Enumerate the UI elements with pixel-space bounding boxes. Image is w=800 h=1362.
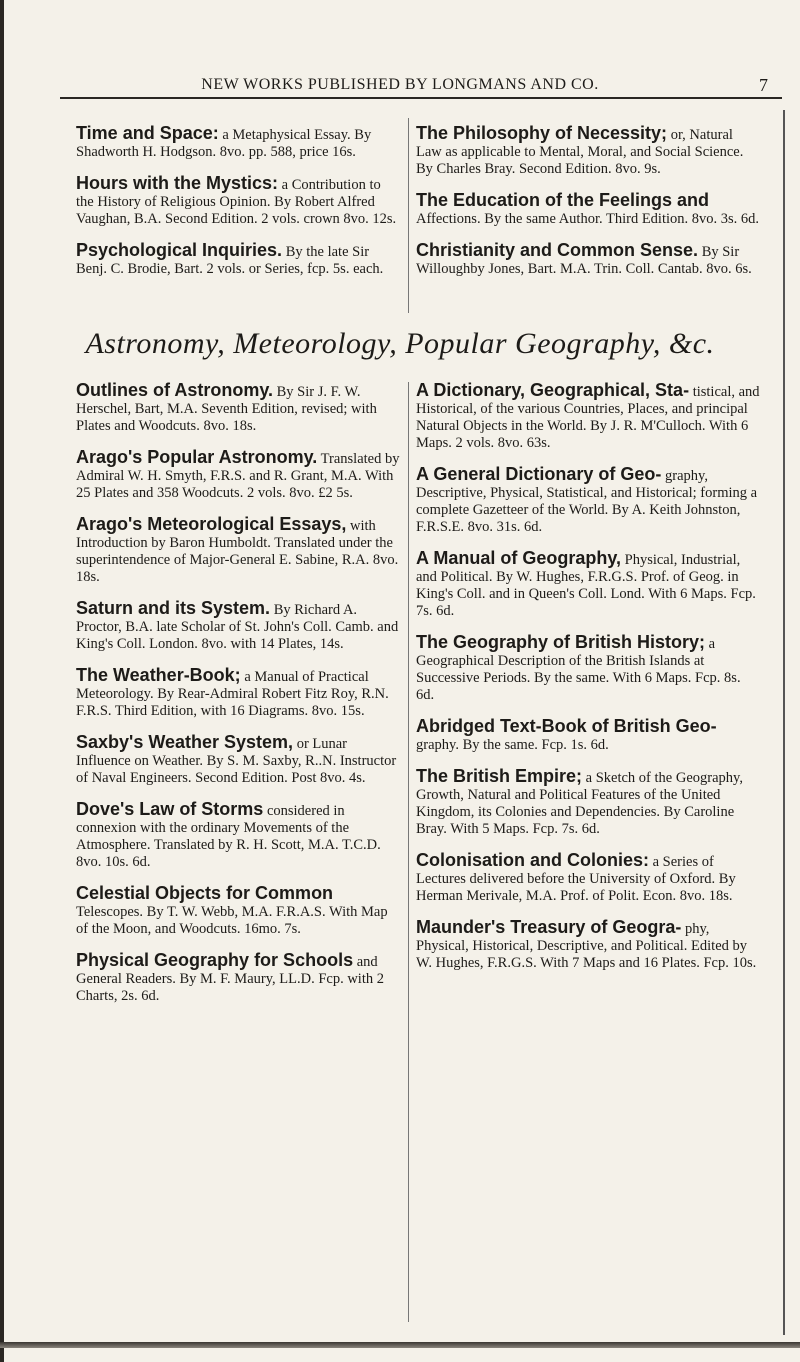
book-entry [76,883,401,938]
book-subtitle: and General Readers. [76,954,378,987]
book-entry [416,240,761,278]
book-subtitle: a Manual of Practical Meteorology. [76,669,369,702]
book-entry [76,173,401,228]
book-details: By Robert Alfred Vaughan, B.A. Second Edition. 2 vols. crown 8vo. 12s. [76,194,397,227]
book-subtitle: a Sketch of the Geography, Growth, Natural and Political Features of the United Kingdom, its Colonies and Dependencies. [416,770,743,820]
book-details: with Introduction by Baron Humboldt. Translated under the superintendence of Major-General E. Sabine, R.A. 8vo. 18s. [76,518,399,585]
book-details: Translated by R. H. Scott, M.A. T.C.D. 8vo. 10s. 6d. [76,837,381,870]
book-subtitle: graphy. [416,737,459,753]
book-entry [76,598,401,653]
book-entry [416,716,761,754]
book-details: By Herman Merivale, M.A. Prof. of Polit. Econ. 8vo. 18s. [416,871,736,904]
book-subtitle: Physical, Industrial, and Political. [416,552,741,585]
book-subtitle: or Lunar Influence on Weather. [76,736,348,769]
book-entry [76,123,401,161]
column-divider [408,382,409,1322]
book-title: Saxby's Weather System, [76,732,294,752]
book-details: By S. M. Saxby, R..N. Instructor of Naval Engineers. Second Edition. Post 8vo. 4s. [76,753,397,786]
book-entry [76,732,401,787]
book-subtitle: graphy, Descriptive, Physical, Statistical, and Historical; forming a complete Gazetteer of the World. [416,468,758,518]
book-details: By Richard A. Proctor, B.A. late Scholar of St. John's Coll. Camb. and King's Coll. London. 8vo. with 14 Plates, 14s. [76,602,399,652]
top-right-column [416,123,761,290]
book-entry [76,799,401,871]
top-left-column [76,123,401,290]
book-title: Saturn and its System. [76,598,271,618]
running-header: NEW WORKS PUBLISHED BY LONGMANS AND CO. [201,76,599,93]
book-title: Abridged Text-Book of British Geo- [416,716,717,736]
book-title: Colonisation and Colonies: [416,850,649,870]
bottom-rule [0,1342,800,1348]
book-entry [416,464,761,536]
book-title: The Weather-Book; [76,665,241,685]
book-title: Psychological Inquiries. [76,240,283,260]
book-title: A Dictionary, Geographical, Sta- [416,380,690,400]
book-subtitle: considered in connexion with the ordinary Movements of the Atmosphere. [76,803,350,853]
book-details: By M. F. Maury, LL.D. Fcp. with 2 Charts, 2s. 6d. [76,971,384,1004]
book-details: By the same Author. Third Edition. 8vo. 3s. 6d. [480,211,760,227]
book-details: Translated by Admiral W. H. Smyth, F.R.S. and R. Grant, M.A. With 25 Plates and 358 Woodcuts. 2 vols. 8vo. £2 5s. [76,451,400,501]
book-details: By T. W. Webb, M.A. F.R.A.S. With Map of the Moon, and Woodcuts. 16mo. 7s. [76,904,388,937]
book-entry [76,240,401,278]
book-title: Physical Geography for Schools [76,950,354,970]
book-title: A Manual of Geography, [416,548,622,568]
page-header [0,0,800,104]
book-subtitle: tistical, and Historical, of the various Countries, Places, and principal Natural Objects in the World. [416,384,760,434]
book-entry [76,380,401,435]
book-subtitle: or, Natural Law as applicable to Mental, Moral, and Social Science. [416,127,744,160]
book-subtitle: a Contribution to the History of Religious Opinion. [76,177,381,210]
book-title: Time and Space: [76,123,219,143]
book-details: By A. Keith Johnston, F.R.S.E. 8vo. 31s. 6d. [416,502,741,535]
book-title: The British Empire; [416,766,583,786]
header-rule [60,97,782,99]
book-entry [416,917,761,972]
section-heading: Astronomy, Meteorology, Popular Geography, &c. [85,327,715,360]
margin-rule [783,110,785,1335]
book-subtitle: a Metaphysical Essay. [218,127,351,143]
book-subtitle: a Series of Lectures delivered before the University of Oxford. [416,854,716,887]
book-details: By Charles Bray. Second Edition. 8vo. 9s. [416,161,661,177]
book-entry [416,380,761,452]
book-subtitle: a Geographical Description of the British Islands at Successive Periods. [416,636,716,686]
column-divider [408,118,409,313]
book-details: By W. Hughes, F.R.G.S. Prof. of Geog. in King's Coll. and in Queen's Coll. Lond. With 6 Maps. Fcp. 7s. 6d. [416,569,756,619]
book-entry [416,850,761,905]
book-title: The Education of the Feelings and [416,190,710,210]
book-subtitle: Telescopes. [76,904,144,920]
book-title: Celestial Objects for Common [76,883,334,903]
book-title: The Geography of British History; [416,632,706,652]
book-details: By Shadworth H. Hodgson. 8vo. pp. 588, price 16s. [76,127,372,160]
book-title: Christianity and Common Sense. [416,240,699,260]
book-title: Arago's Popular Astronomy. [76,447,318,467]
book-subtitle: Affections. [416,211,481,227]
book-entry [76,514,401,586]
page-number: 7 [759,75,768,95]
book-title: The Philosophy of Necessity; [416,123,668,143]
book-entry [416,548,761,620]
book-entry [416,632,761,704]
page-edge [0,0,4,1362]
book-details: Edited by W. Hughes, F.R.G.S. With 7 Maps and 16 Plates. Fcp. 10s. [416,938,757,971]
book-entry [416,190,761,228]
bottom-right-column [416,380,761,984]
book-details: By the same. Fcp. 1s. 6d. [458,737,609,753]
book-subtitle: phy, Physical, Historical, Descriptive, and Political. [416,921,710,954]
book-details: By the late Sir Benj. C. Brodie, Bart. 2 vols. or Series, fcp. 5s. each. [76,244,384,277]
book-details: By J. R. M'Culloch. With 6 Maps. 2 vols. 8vo. 63s. [416,418,749,451]
bottom-left-column [76,380,401,1017]
book-details: By Caroline Bray. With 5 Maps. Fcp. 7s. 6d. [416,804,735,837]
book-entry [76,447,401,502]
book-details: By the same. With 6 Maps. Fcp. 8s. 6d. [416,670,741,703]
book-entry [76,950,401,1005]
book-entry [416,766,761,838]
book-details: By Rear-Admiral Robert Fitz Roy, R.N. F.R.S. Third Edition, with 16 Diagrams. 8vo. 15s. [76,686,389,719]
book-title: Dove's Law of Storms [76,799,264,819]
book-title: Hours with the Mystics: [76,173,279,193]
book-entry [416,123,761,178]
book-details: By Sir Willoughby Jones, Bart. M.A. Trin. Coll. Cantab. 8vo. 6s. [416,244,752,277]
book-title: Arago's Meteorological Essays, [76,514,347,534]
book-title: A General Dictionary of Geo- [416,464,662,484]
book-entry [76,665,401,720]
book-details: By Sir J. F. W. Herschel, Bart, M.A. Seventh Edition, revised; with Plates and Woodcuts. 8vo. 18s. [76,384,377,434]
book-title: Outlines of Astronomy. [76,380,274,400]
book-title: Maunder's Treasury of Geogra- [416,917,682,937]
